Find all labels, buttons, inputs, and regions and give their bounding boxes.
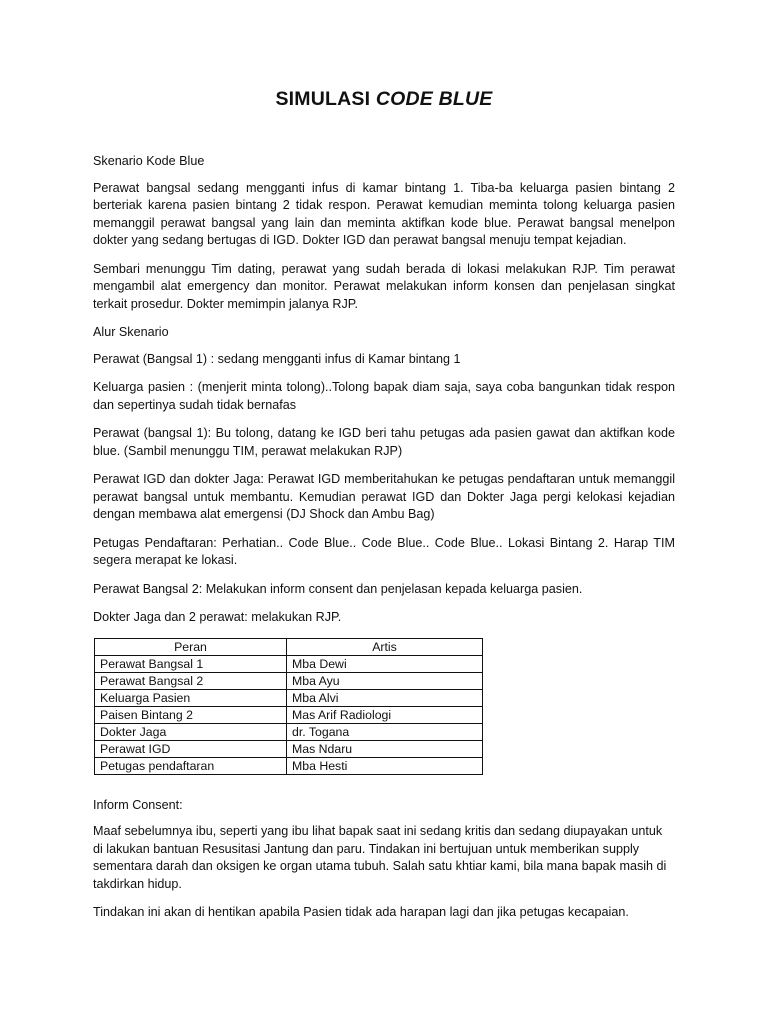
role-cell: Keluarga Pasien [95,689,287,706]
table-row [95,689,483,706]
artist-cell: Mas Arif Radiologi [287,706,483,723]
column-header-artis: Artis [287,638,483,655]
column-header-peran: Peran [95,638,287,655]
role-cell: Dokter Jaga [95,723,287,740]
table-row [95,723,483,740]
artist-cell: Mas Ndaru [287,740,483,757]
role-cell: Perawat IGD [95,740,287,757]
inform-paragraph-1: Maaf sebelumnya ibu, seperti yang ibu lihat bapak saat ini sedang kritis dan sedang diupayakan untuk di lakukan bantuan Resusitasi Jantung dan paru. Tindakan ini bertujuan untuk memberikan supply sementara darah dan oksigen ke organ utama tubuh. Salah satu khtiar kami, bila mana bapak masih di takdirkan hidup. [93,824,667,891]
alur-heading: Alur Skenario [93,325,169,339]
table-row [95,655,483,672]
skenario-paragraph-1: Perawat bangsal sedang mengganti infus di kamar bintang 1. Tiba-ba keluarga pasien bintang 2 berteriak karena pasien bintang 2 tidak respon. Perawat kemudian meminta tolong keluarga pasien memanggil perawat bangsal yang lain dan meminta aktifkan kode blue. Perawat bangsal menelpon dokter yang sedang bertugas di IGD. Dokter IGD dan perawat bangsal menuju tempat kejadian. [93,180,675,247]
alur-step: Dokter Jaga dan 2 perawat: melakukan RJP. [93,610,342,624]
table-row [95,672,483,689]
artist-cell: Mba Alvi [287,689,483,706]
title-text: SIMULASI [275,88,371,110]
artist-cell: Mba Hesti [287,757,483,774]
alur-step: Perawat (Bangsal 1) : sedang mengganti infus di Kamar bintang 1 [93,351,461,366]
artist-cell: dr. Togana [287,723,483,740]
roles-table [94,638,483,775]
skenario-heading: Skenario Kode Blue [93,154,205,168]
alur-step: Petugas Pendaftaran: Perhatian.. Code Blue.. Code Blue.. Code Blue.. Lokasi Bintang 2. Harap TIM segera merapat ke lokasi. [93,535,675,567]
role-cell: Perawat Bangsal 1 [95,655,287,672]
table-row [95,740,483,757]
title-emphasis: CODE BLUE [375,88,493,110]
document-title [93,88,675,111]
role-cell: Paisen Bintang 2 [95,706,287,723]
table-header-row [95,638,483,655]
alur-step: Perawat (bangsal 1): Bu tolong, datang ke IGD beri tahu petugas ada pasien gawat dan aktifkan kode blue. (Sambil menunggu TIM, perawat melakukan RJP) [93,426,675,458]
skenario-paragraph-2: Sembari menunggu Tim dating, perawat yang sudah berada di lokasi melakukan RJP. Tim perawat mengambil alat emergency dan monitor. Perawat melakukan inform konsen dan penjelasan singkat terkait prosedur. Dokter memimpin jalanya RJP. [93,261,675,311]
artist-cell: Mba Dewi [287,655,483,672]
alur-step: Perawat IGD dan dokter Jaga: Perawat IGD memberitahukan ke petugas pendaftaran untuk memanggil perawat bangsal untuk membantu. Kemudian perawat IGD dan Dokter Jaga pergi kelokasi kejadian dengan membawa alat emergensi (DJ Shock dan Ambu Bag) [93,472,675,521]
alur-step: Keluarga pasien : (menjerit minta tolong)..Tolong bapak diam saja, saya coba bangunkan tidak respon dan sepertinya sudah tidak bernafas [93,380,675,412]
inform-consent-heading: Inform Consent: [93,797,183,812]
role-cell: Perawat Bangsal 2 [95,672,287,689]
alur-step: Perawat Bangsal 2: Melakukan inform consent dan penjelasan kepada keluarga pasien. [93,581,583,596]
artist-cell: Mba Ayu [287,672,483,689]
table-row [95,706,483,723]
table-row [95,757,483,774]
role-cell: Petugas pendaftaran [95,757,287,774]
inform-paragraph-2: Tindakan ini akan di hentikan apabila Pasien tidak ada harapan lagi dan jika petugas kecapaian. [93,905,629,919]
